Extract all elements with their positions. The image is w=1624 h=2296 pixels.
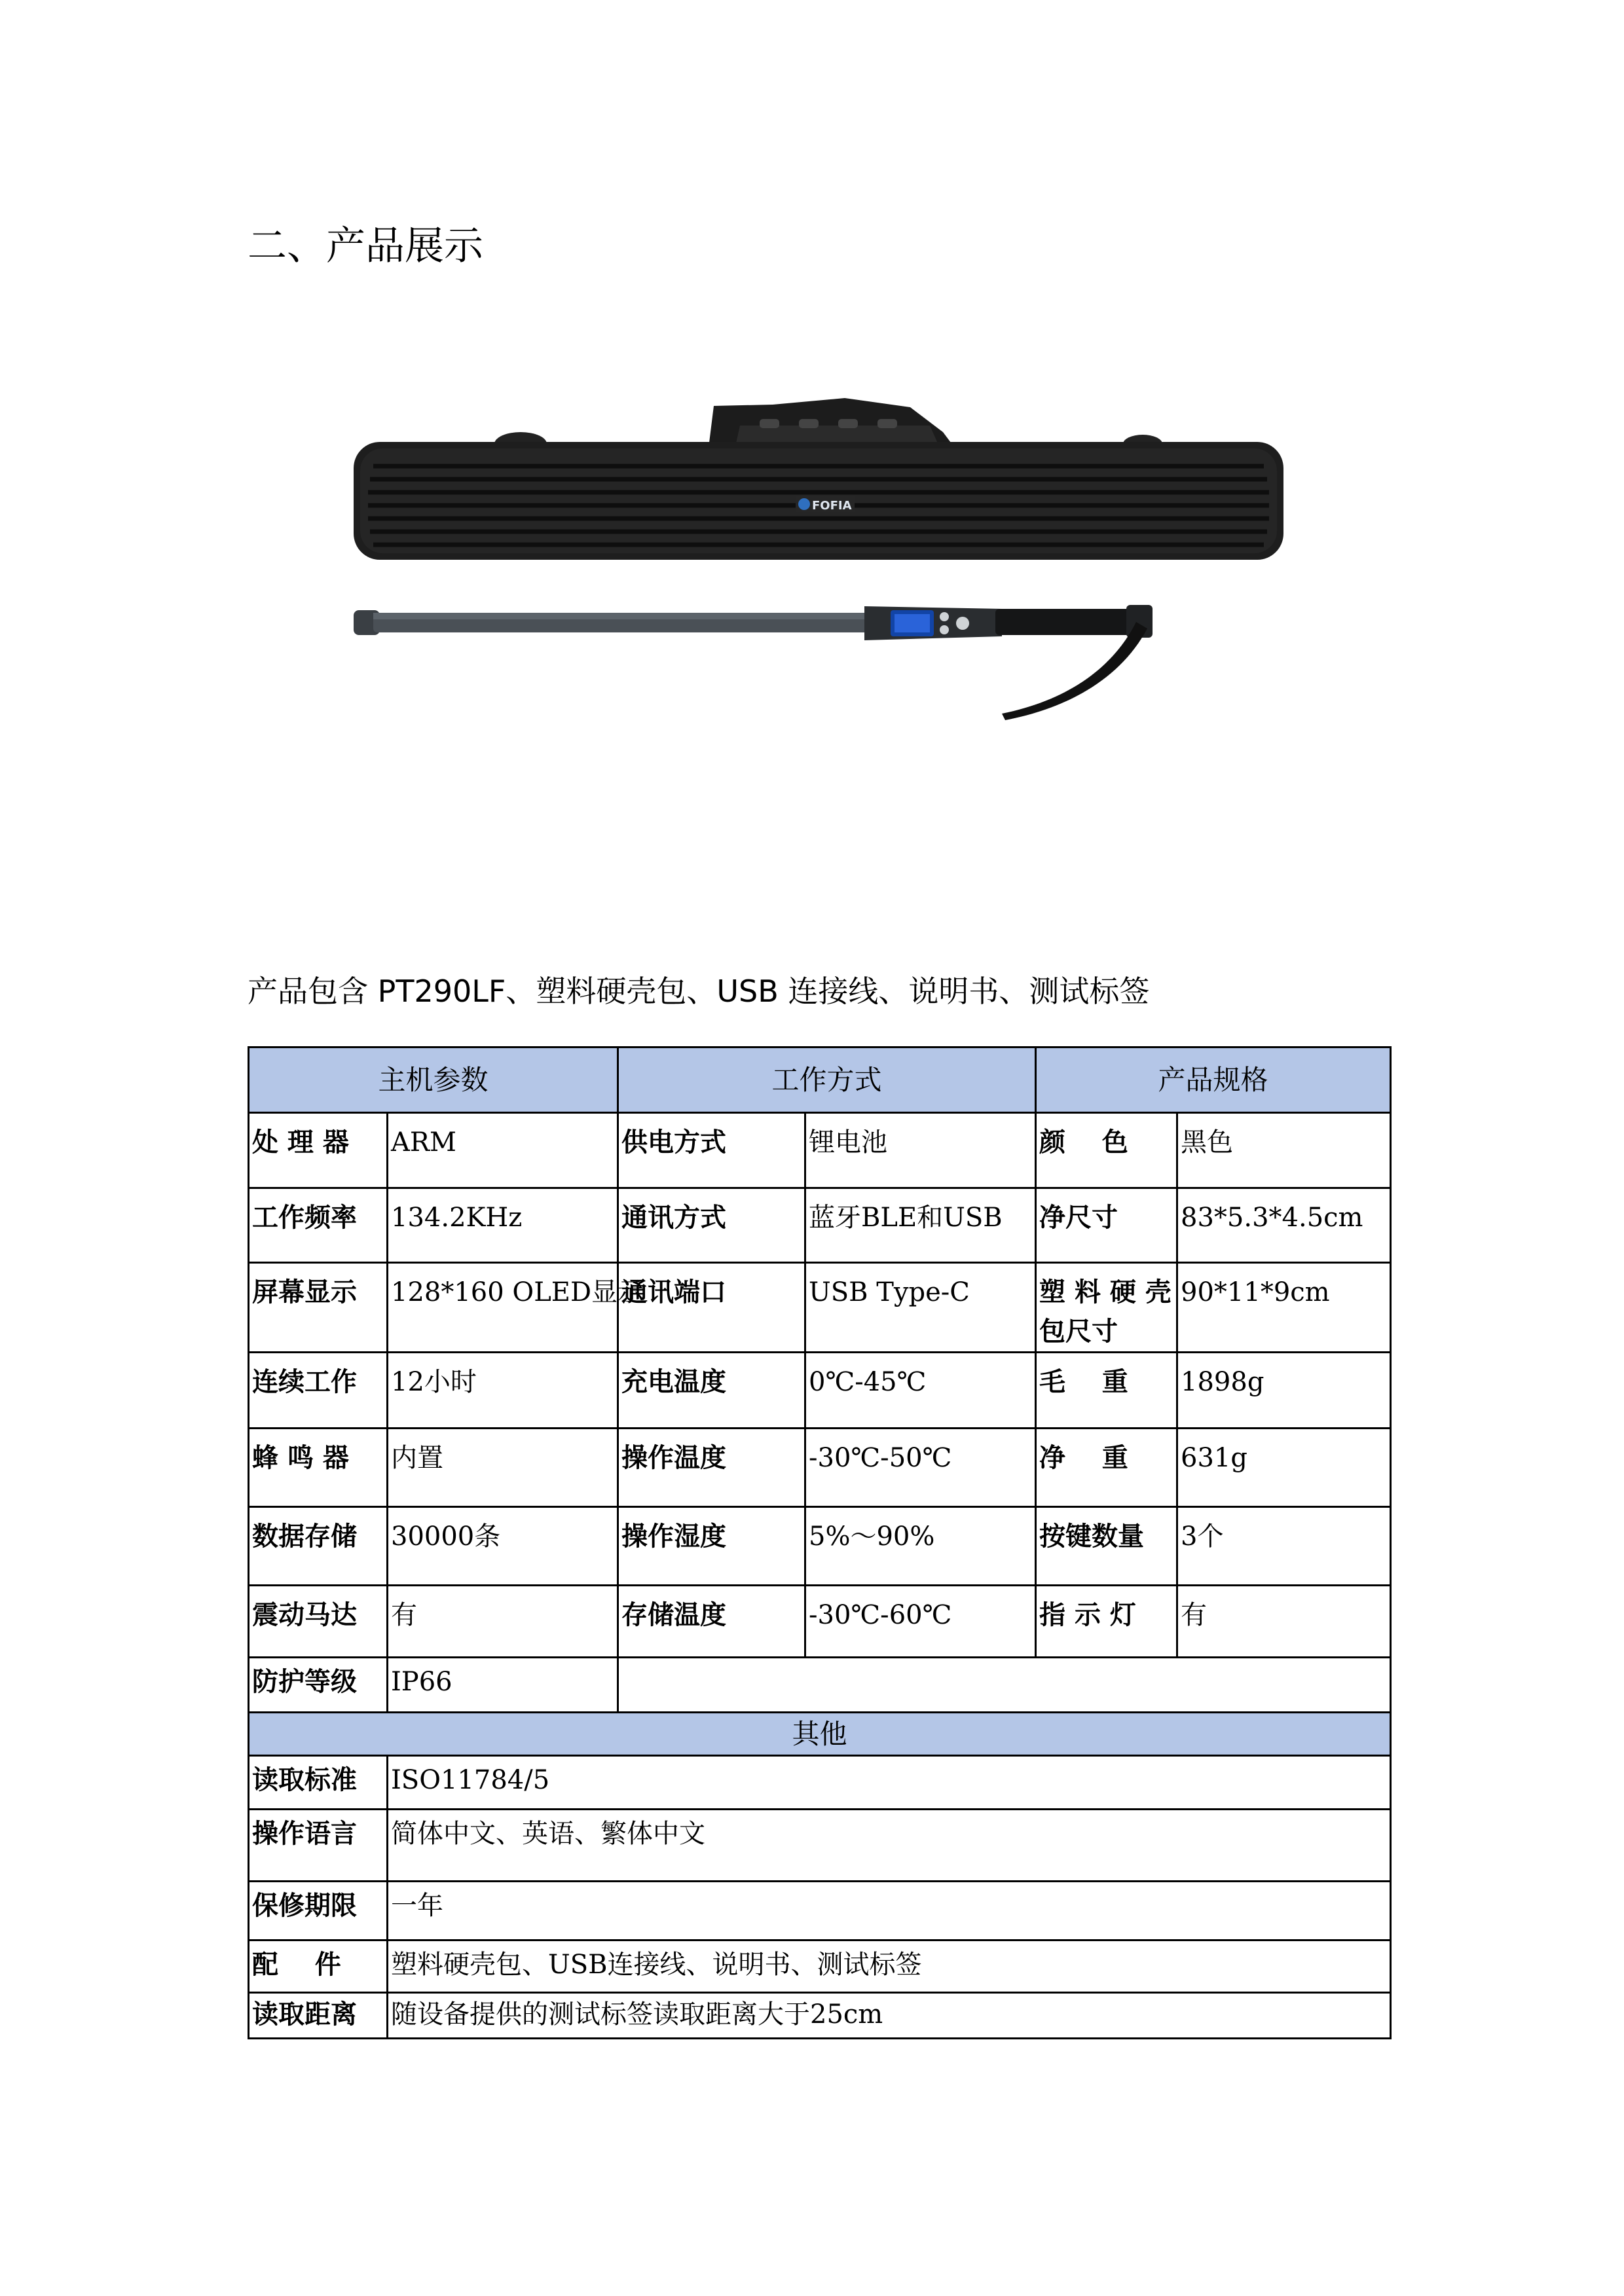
table-row [249, 1586, 1391, 1658]
cell-value: 12小时 [388, 1353, 618, 1429]
cell-label: 数据存储 [249, 1507, 388, 1586]
spec-table [248, 1046, 1392, 2039]
table-row [249, 1993, 1391, 2039]
cell-value: 0℃-45℃ [805, 1353, 1036, 1429]
table-row [249, 1810, 1391, 1882]
table-row [249, 1882, 1391, 1941]
cell-label: 通讯端口 [618, 1263, 805, 1353]
cell-value: 128*160 OLED显示 [388, 1263, 618, 1353]
table-row [249, 1263, 1391, 1353]
table-row [249, 1429, 1391, 1507]
cell-label: 蜂 鸣 器 [249, 1429, 388, 1507]
cell-value: 黑色 [1177, 1113, 1391, 1188]
cell-value: 一年 [388, 1882, 1391, 1941]
cell-label: 连续工作 [249, 1353, 388, 1429]
cell-label: 供电方式 [618, 1113, 805, 1188]
page-heading: 二、产品展示 [248, 223, 483, 269]
cell-value: 3个 [1177, 1507, 1391, 1586]
cell-value: -30℃-60℃ [805, 1586, 1036, 1658]
cell-label: 充电温度 [618, 1353, 805, 1429]
protection-label: 防护等级 [249, 1658, 388, 1713]
cell-value: 1898g [1177, 1353, 1391, 1429]
cell-label: 操作语言 [249, 1810, 388, 1882]
cell-value: 631g [1177, 1429, 1391, 1507]
cell-value: 塑料硬壳包、USB连接线、说明书、测试标签 [388, 1941, 1391, 1993]
cell-value: 简体中文、英语、繁体中文 [388, 1810, 1391, 1882]
cell-value: 30000条 [388, 1507, 618, 1586]
cell-label: 毛 重 [1036, 1353, 1177, 1429]
cell-label: 工作频率 [249, 1188, 388, 1263]
cell-value: 蓝牙BLE和USB [805, 1188, 1036, 1263]
cell-value: 有 [388, 1586, 618, 1658]
cell-label: 保修期限 [249, 1882, 388, 1941]
package-contents: 产品包含 PT290LF、塑料硬壳包、USB 连接线、说明书、测试标签 [248, 974, 1150, 1009]
cell-label: 震动马达 [249, 1586, 388, 1658]
table-row [249, 1941, 1391, 1993]
cell-value: 有 [1177, 1586, 1391, 1658]
cell-label: 操作湿度 [618, 1507, 805, 1586]
cell-value: 134.2KHz [388, 1188, 618, 1263]
cell-label: 颜 色 [1036, 1113, 1177, 1188]
empty-cell [618, 1658, 1391, 1713]
cell-label: 存储温度 [618, 1586, 805, 1658]
cell-value: ISO11784/5 [388, 1756, 1391, 1810]
table-row [249, 1756, 1391, 1810]
cell-label: 塑 料 硬 壳 包尺寸 [1036, 1263, 1177, 1353]
header-work-mode: 工作方式 [618, 1048, 1036, 1113]
cell-label: 读取距离 [249, 1993, 388, 2039]
cell-value: 随设备提供的测试标签读取距离大于25cm [388, 1993, 1391, 2039]
header-host-params: 主机参数 [249, 1048, 618, 1113]
protection-value: IP66 [388, 1658, 618, 1713]
cell-value: USB Type-C [805, 1263, 1036, 1353]
cell-value: 5%～90% [805, 1507, 1036, 1586]
cell-label: 指 示 灯 [1036, 1586, 1177, 1658]
table-row [249, 1658, 1391, 1713]
table-row [249, 1113, 1391, 1188]
cell-value: ARM [388, 1113, 618, 1188]
cell-label: 处 理 器 [249, 1113, 388, 1188]
cell-label: 净 重 [1036, 1429, 1177, 1507]
cell-value: 83*5.3*4.5cm [1177, 1188, 1391, 1263]
header-product-spec: 产品规格 [1036, 1048, 1391, 1113]
cell-label: 通讯方式 [618, 1188, 805, 1263]
table-row [249, 1188, 1391, 1263]
header-other: 其他 [249, 1713, 1391, 1756]
cell-value: 锂电池 [805, 1113, 1036, 1188]
product-photo [341, 393, 1297, 733]
table-row [249, 1507, 1391, 1586]
brand-logo: FOFIA [812, 499, 852, 513]
cell-label: 配 件 [249, 1941, 388, 1993]
cell-value: 90*11*9cm [1177, 1263, 1391, 1353]
cell-label: 屏幕显示 [249, 1263, 388, 1353]
table-row [249, 1353, 1391, 1429]
cell-value: -30℃-50℃ [805, 1429, 1036, 1507]
cell-label: 按键数量 [1036, 1507, 1177, 1586]
cell-label: 读取标准 [249, 1756, 388, 1810]
cell-label: 净尺寸 [1036, 1188, 1177, 1263]
cell-label: 操作温度 [618, 1429, 805, 1507]
cell-value: 内置 [388, 1429, 618, 1507]
